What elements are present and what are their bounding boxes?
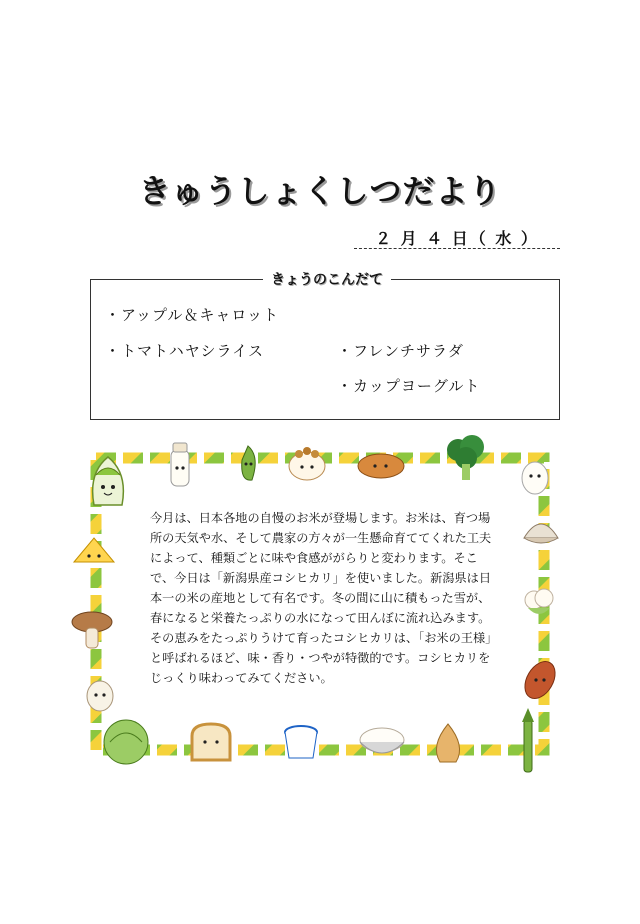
yogurt-icon (280, 722, 322, 764)
chinese-cabbage-icon (86, 453, 130, 509)
menu-item: ・トマトハヤシライス (105, 342, 264, 360)
broccoli-icon (440, 432, 492, 484)
toast-icon (186, 720, 236, 764)
egg-icon (518, 456, 552, 496)
cheese-icon (70, 532, 118, 572)
mushroom-icon (66, 606, 118, 654)
potato-icon (82, 676, 118, 716)
onion-icon (428, 720, 468, 768)
cabbage-icon (98, 716, 154, 768)
cauliflower-icon (520, 584, 558, 624)
menu-item: ・カップヨーグルト (337, 377, 481, 395)
bread-icon (355, 450, 407, 482)
date-line: ２ 月 ４ 日（ 水 ） (354, 226, 560, 249)
natto-icon (285, 440, 329, 484)
page-title: きゅうしょくしつだより (138, 172, 502, 210)
rice-bowl-icon (355, 724, 409, 764)
menu-item: ・アップル＆キャロット (105, 306, 280, 324)
milk-bottle-icon (165, 440, 195, 490)
menu-box (90, 272, 560, 420)
menu-item: ・フレンチサラダ (337, 342, 464, 360)
menu-heading: きょうのこんだて (263, 269, 391, 289)
sweet-potato-icon (518, 656, 562, 704)
asparagus-icon (514, 706, 542, 776)
clam-icon (520, 510, 562, 550)
newsletter-note: 今月は、日本各地の自慢のお米が登場します。お米は、育つ場所の天気や水、そして農家の方々が一生懸命育ててくれた工夫によって、種類ごとに味や食感ががらりと変わります。そこで、今日は「新潟県産コシヒカリ」を使いました。新潟県は日本一の米の産地として有名です。冬の間に山に積もった雪が、春になると栄養たっぷりの水になって田んぼに流れ込みます。その恵みをたっぷりうけて育ったコシヒカリは、「お米の王様」と呼ばれるほど、味・香り・つやが特徴的です。コシヒカリをじっくり味わってみてください。 (150, 511, 492, 685)
green-pepper-icon (234, 442, 262, 484)
